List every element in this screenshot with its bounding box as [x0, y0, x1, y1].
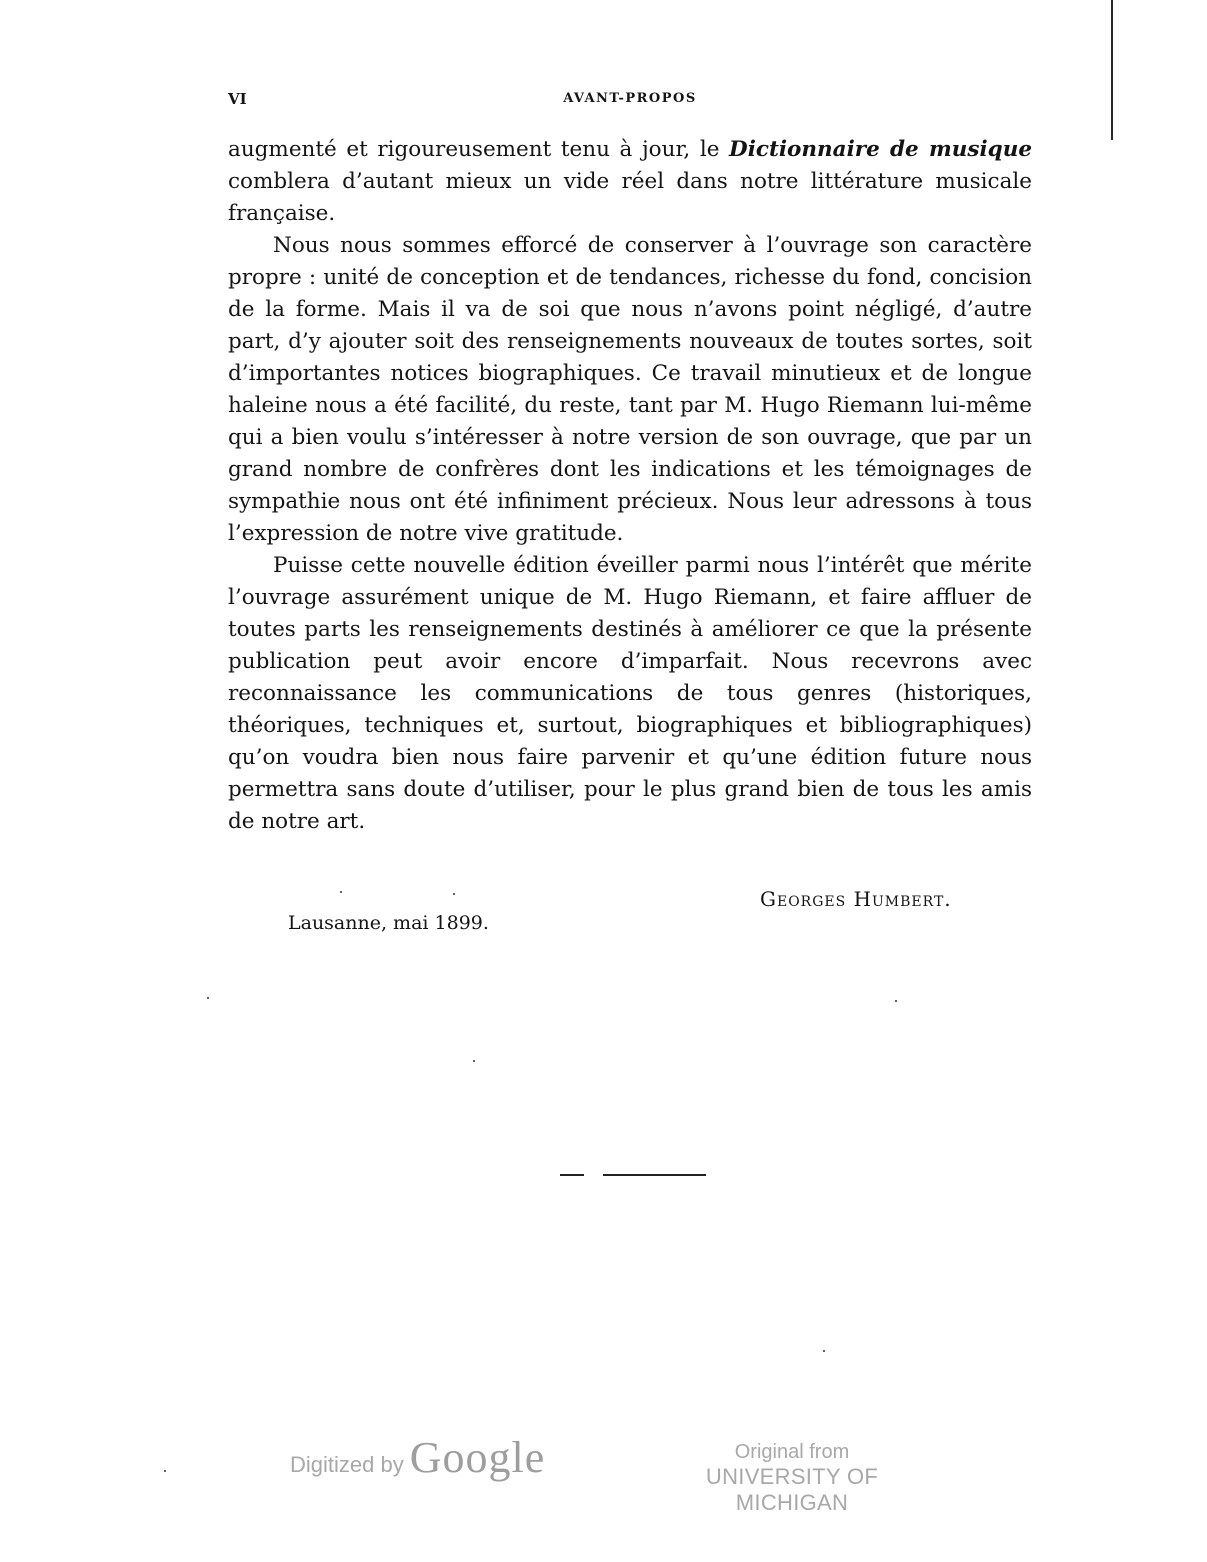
paragraph-3: Puisse cette nouvelle édition éveiller parmi nous l’intérêt que mérite l’ouvrage assurément unique de M. Hugo Riemann, et faire affluer de toutes parts les renseignements destinés à améliorer ce que la présente publication peut avoir encore d’imparfait. Nous recevrons avec reconnaissance les communications de tous genres (historiques, théoriques, techniques et, surtout, biographiques et bibliographiques) qu’on voudra bien nous faire parvenir et qu’une édition future nous permettra sans doute d’utiliser, pour le plus grand bien de tous les amis de notre art.	[228, 553, 1032, 834]
end-rule-long	[603, 1174, 706, 1176]
original-from-label: Original from	[734, 1441, 850, 1463]
scan-speck	[473, 1060, 475, 1062]
place-date: Lausanne, mai 1899.	[288, 912, 489, 934]
scan-speck	[164, 1470, 166, 1472]
book-title: Dictionnaire de musique	[729, 137, 1033, 162]
end-rule-short	[560, 1174, 584, 1176]
author-signature: Georges Humbert.	[760, 887, 952, 911]
page-number: VI	[228, 90, 247, 108]
page-edge-line	[1111, 0, 1113, 140]
original-source-watermark	[650, 1440, 934, 1516]
body-text	[228, 134, 1032, 838]
university-label: UNIVERSITY OF MICHIGAN	[705, 1464, 879, 1515]
paragraph-2: Nous nous sommes efforcé de conserver à l’ouvrage son caractère propre : unité de conception et de tendances, richesse du fond, concision de la forme. Mais il va de soi que nous n’avons point négligé, d’autre part, d’y ajouter soit des renseignements nouveaux de toutes sortes, soit d’importantes notices biographiques. Ce travail minutieux et de longue haleine nous a été facilité, du reste, tant par M. Hugo Riemann lui-même qui a bien voulu s’intéresser à notre version de son ouvrage, que par un grand nombre de confrères dont les indications et les témoignages de sympathie nous ont été infiniment précieux. Nous leur adressons à tous l’expression de notre vive gratitude.	[228, 233, 1032, 546]
paragraph-1-end: comblera d’autant mieux un vide réel dans notre littérature musicale française.	[228, 169, 1032, 226]
scan-speck	[823, 1350, 825, 1352]
digitized-by-label: Digitized by	[290, 1452, 404, 1477]
paragraph-1	[228, 134, 1032, 230]
scan-speck	[340, 891, 342, 893]
scan-speck	[207, 997, 209, 999]
scan-speck	[895, 1000, 897, 1002]
google-logo-text: Google	[409, 1433, 546, 1482]
running-head-title: AVANT-PROPOS	[563, 91, 697, 106]
scan-speck	[453, 893, 455, 895]
digitized-by-google-watermark	[290, 1432, 545, 1483]
running-head	[228, 90, 1032, 114]
paragraph-1-start: augmenté et rigoureusement tenu à jour, le	[228, 137, 730, 162]
